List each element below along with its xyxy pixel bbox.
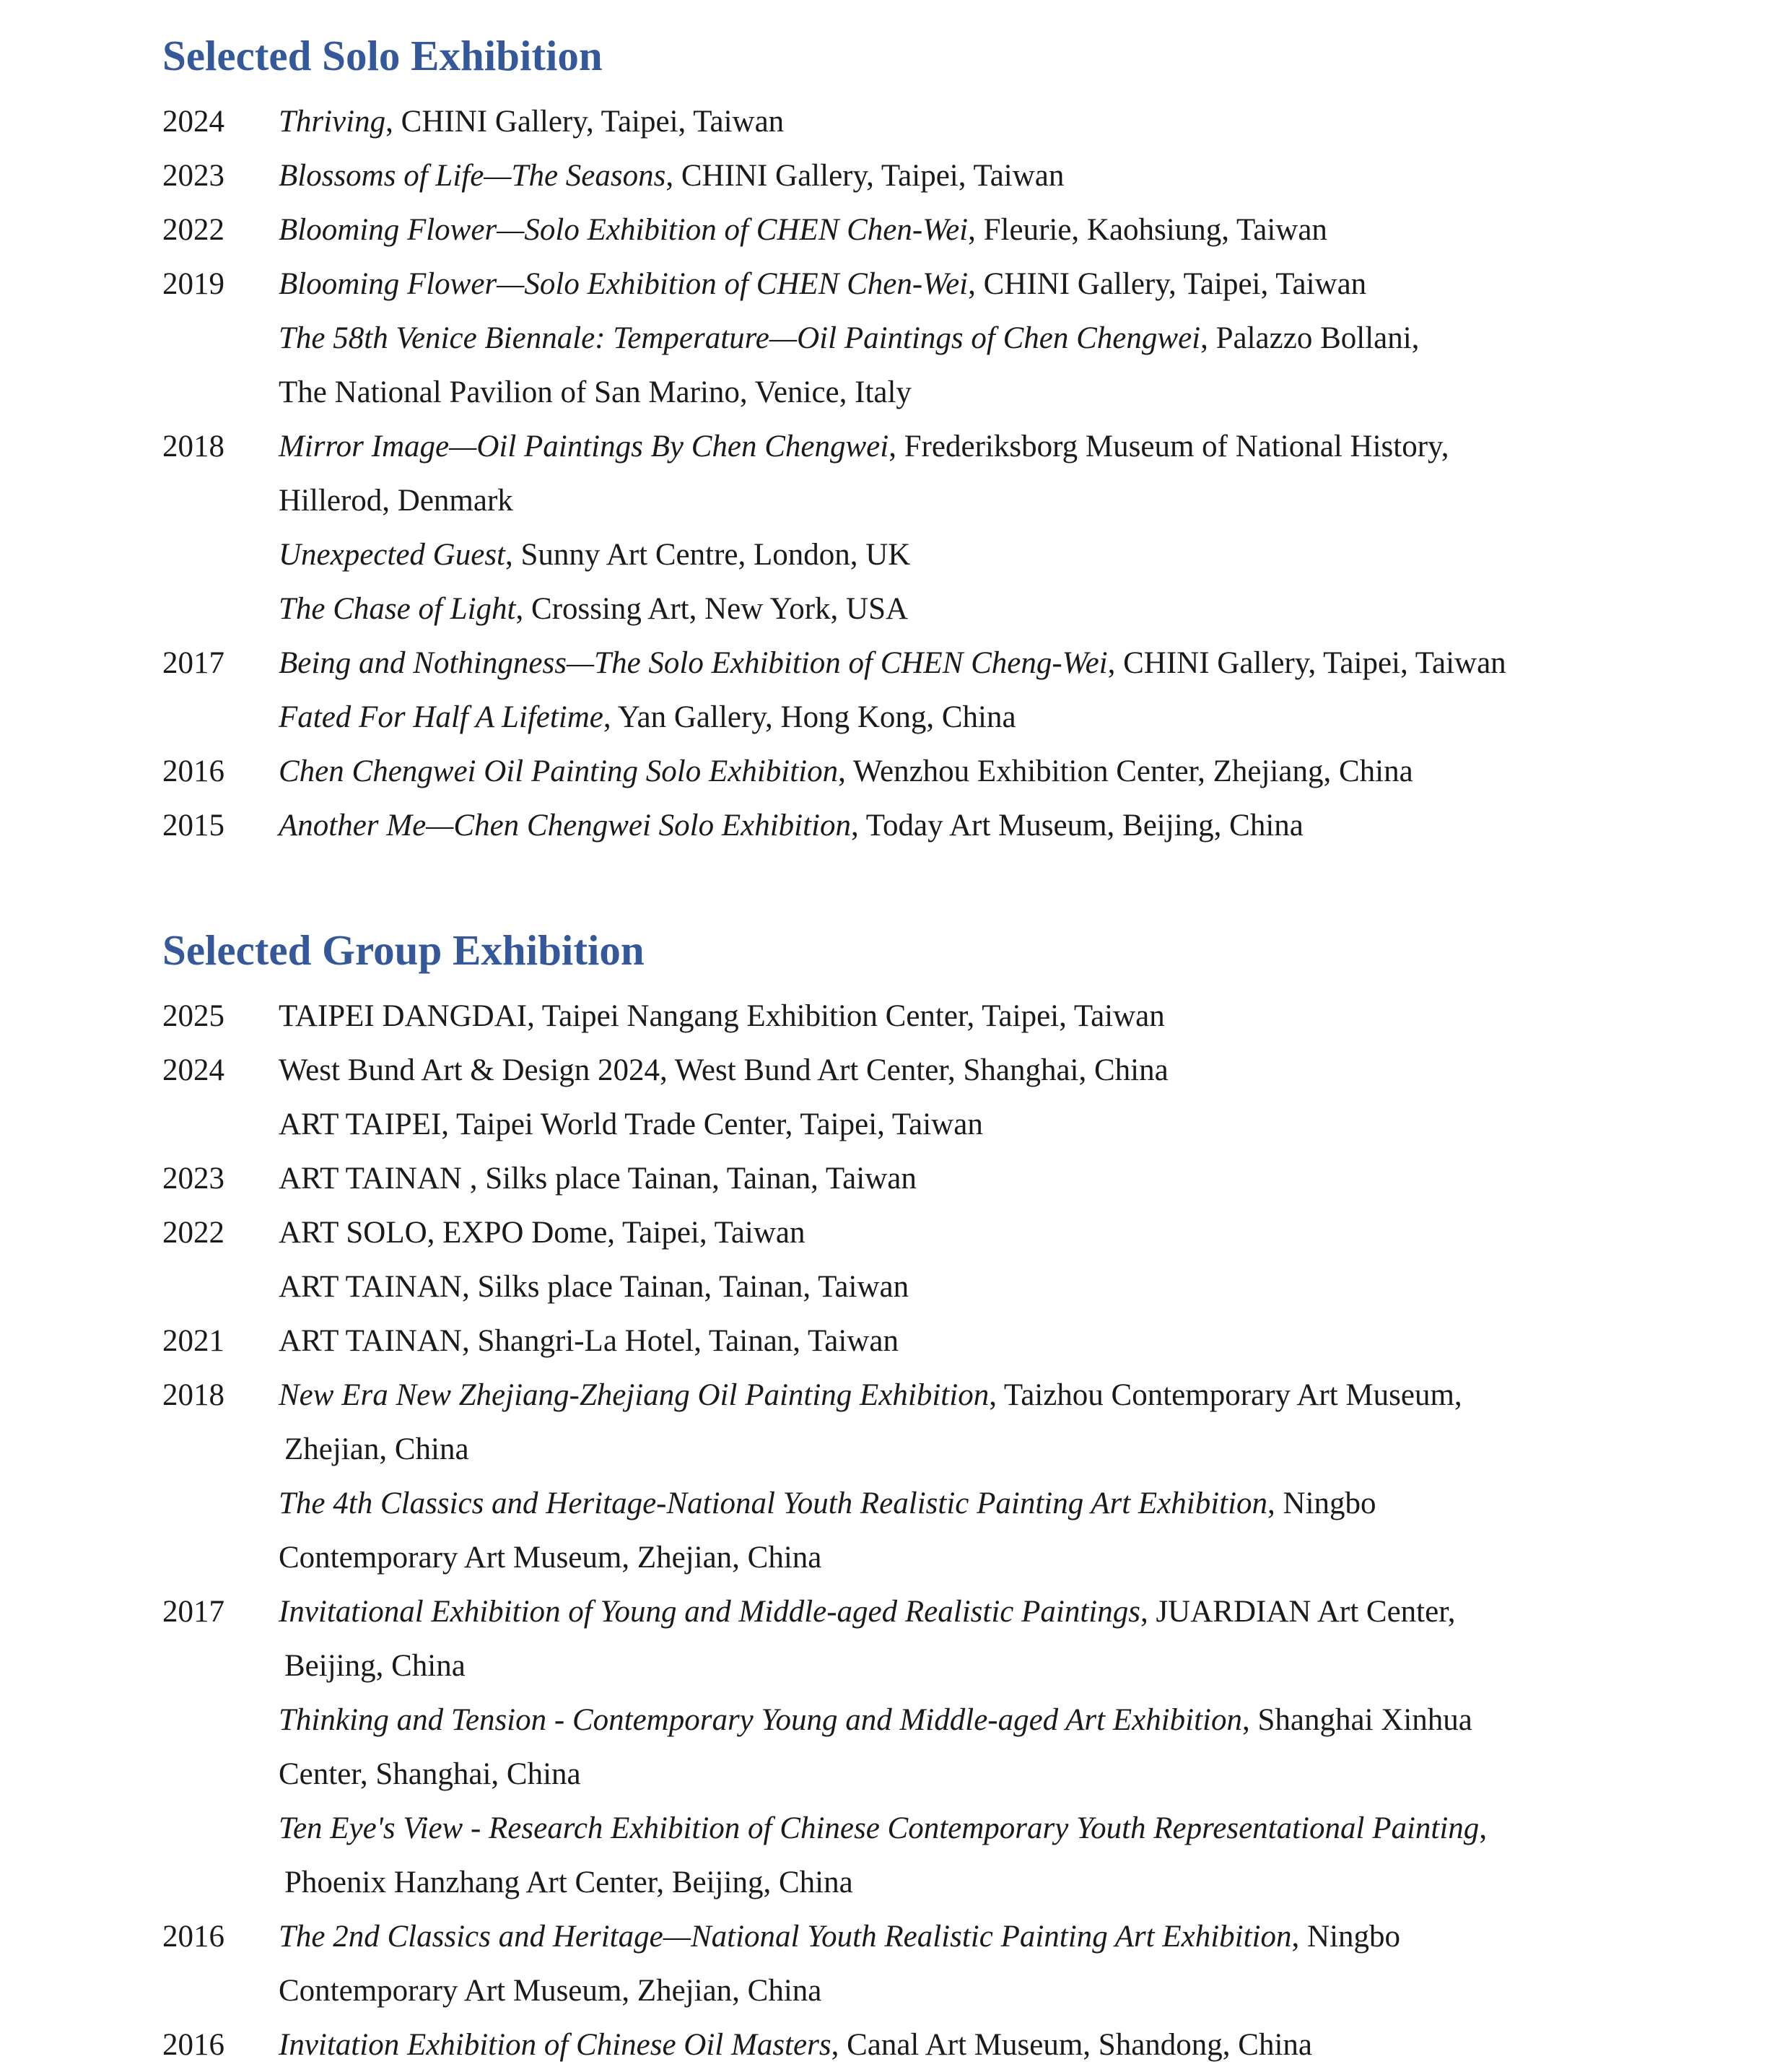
exhibition-venue: , CHINI Gallery, Taipei, Taiwan	[665, 159, 1065, 193]
exhibition-entry	[279, 1747, 581, 1801]
solo-exhibition-heading: Selected Solo Exhibition	[162, 32, 603, 79]
exhibition-entry	[284, 1639, 466, 1693]
exhibition-entry	[279, 419, 1449, 474]
exhibition-venue: , Palazzo Bollani,	[1200, 321, 1420, 355]
exhibition-venue: ART TAINAN , Silks place Tainan, Tainan, Taiwan	[279, 1162, 917, 1196]
exhibition-year: 2024	[162, 105, 224, 139]
exhibition-entry	[279, 744, 1413, 798]
exhibition-venue: , Fleurie, Kaohsiung, Taiwan	[968, 213, 1327, 247]
exhibition-venue: ART TAIPEI, Taipei World Trade Center, Taipei, Taiwan	[279, 1107, 983, 1141]
exhibition-venue: , CHINI Gallery, Taipei, Taiwan	[385, 105, 785, 139]
exhibition-venue: ART TAINAN, Shangri-La Hotel, Tainan, Taiwan	[279, 1324, 899, 1358]
exhibition-entry	[279, 1964, 821, 2018]
exhibition-title: Fated For Half A Lifetime	[279, 700, 603, 734]
exhibition-title: Invitational Exhibition of Young and Middle-aged Realistic Paintings	[279, 1595, 1140, 1629]
exhibition-venue: , CHINI Gallery, Taipei, Taiwan	[968, 267, 1367, 301]
exhibition-year: 2016	[162, 2028, 224, 2062]
exhibition-venue: , Taizhou Contemporary Art Museum,	[989, 1378, 1462, 1412]
exhibition-title: The 2nd Classics and Heritage—National Youth Realistic Painting Art Exhibition	[279, 1920, 1292, 1954]
exhibition-year: 2016	[162, 1920, 224, 1954]
exhibition-venue: West Bund Art & Design 2024, West Bund Art Center, Shanghai, China	[279, 1053, 1169, 1087]
exhibition-title: The 58th Venice Biennale: Temperature—Oil Paintings of Chen Chengwei	[279, 321, 1201, 355]
exhibition-venue: , Yan Gallery, Hong Kong, China	[603, 700, 1016, 734]
exhibition-title: Ten Eye's View - Research Exhibition of Chinese Contemporary Youth Representational Painting	[279, 1811, 1480, 1845]
exhibition-entry	[279, 582, 908, 636]
exhibition-year: 2023	[162, 159, 224, 193]
exhibition-title: Thinking and Tension - Contemporary Young and Middle-aged Art Exhibition	[279, 1703, 1242, 1737]
exhibition-title: Mirror Image—Oil Paintings By Chen Chengwei	[279, 430, 889, 463]
exhibition-entry	[279, 636, 1506, 690]
exhibition-entry	[284, 1422, 469, 1476]
exhibition-entry	[279, 1043, 1169, 1097]
exhibition-venue: Beijing, China	[284, 1649, 466, 1683]
exhibition-year: 2017	[162, 1595, 224, 1629]
exhibition-title: Blossoms of Life—The Seasons	[279, 159, 666, 193]
exhibition-venue: ,	[1479, 1811, 1488, 1845]
exhibition-venue: , Today Art Museum, Beijing, China	[851, 809, 1304, 843]
exhibition-entry	[279, 1910, 1400, 1964]
exhibition-venue: Contemporary Art Museum, Zhejian, China	[279, 1974, 822, 2008]
exhibition-entry	[279, 1585, 1456, 1639]
group-exhibition-heading: Selected Group Exhibition	[162, 926, 645, 974]
exhibition-entry	[279, 1368, 1462, 1422]
exhibition-venue: , Crossing Art, New York, USA	[515, 592, 909, 626]
exhibition-title: The 4th Classics and Heritage-National Youth Realistic Painting Art Exhibition	[279, 1486, 1268, 1520]
exhibition-entry	[279, 1476, 1376, 1531]
exhibition-venue: Hillerod, Denmark	[279, 484, 513, 518]
exhibition-entry	[279, 1206, 806, 1260]
exhibition-entry	[279, 2018, 1312, 2072]
exhibition-year: 2024	[162, 1053, 224, 1087]
exhibition-title: Chen Chengwei Oil Painting Solo Exhibition	[279, 754, 839, 788]
exhibition-venue: Zhejian, China	[284, 1432, 469, 1466]
exhibition-entry	[279, 1097, 983, 1152]
exhibition-entry	[279, 528, 910, 582]
exhibition-year: 2017	[162, 646, 224, 680]
exhibition-entry	[279, 1152, 917, 1206]
exhibition-title: New Era New Zhejiang-Zhejiang Oil Painting Exhibition	[279, 1378, 990, 1412]
exhibition-entry	[279, 690, 1016, 744]
exhibition-venue: , Canal Art Museum, Shandong, China	[831, 2028, 1313, 2062]
exhibition-venue: , Ningbo	[1291, 1920, 1401, 1954]
exhibition-year: 2019	[162, 267, 224, 301]
exhibition-venue: Phoenix Hanzhang Art Center, Beijing, China	[284, 1866, 853, 1899]
exhibition-venue: ART TAINAN, Silks place Tainan, Tainan, Taiwan	[279, 1270, 909, 1304]
exhibition-title: Blooming Flower—Solo Exhibition of CHEN Chen-Wei	[279, 213, 969, 247]
exhibition-entry	[279, 1531, 821, 1585]
exhibition-year: 2022	[162, 213, 224, 247]
exhibition-venue: Contemporary Art Museum, Zhejian, China	[279, 1541, 822, 1575]
exhibition-entry	[279, 989, 1165, 1043]
exhibition-venue: , Sunny Art Centre, London, UK	[505, 538, 911, 572]
exhibition-entry	[279, 798, 1304, 853]
exhibition-year: 2022	[162, 1216, 224, 1250]
exhibition-title: The Chase of Light	[279, 592, 516, 626]
exhibition-entry	[279, 365, 912, 419]
exhibition-entry	[279, 257, 1366, 311]
exhibition-title: Invitation Exhibition of Chinese Oil Masters	[279, 2028, 831, 2062]
exhibition-entry	[279, 149, 1064, 203]
exhibition-entry	[279, 1314, 899, 1368]
exhibition-year: 2016	[162, 754, 224, 788]
exhibition-year: 2015	[162, 809, 224, 843]
exhibition-year: 2025	[162, 999, 224, 1033]
exhibition-entry	[279, 474, 513, 528]
exhibition-entry	[279, 203, 1327, 257]
exhibition-venue: The National Pavilion of San Marino, Venice, Italy	[279, 375, 912, 409]
exhibition-venue: , JUARDIAN Art Center,	[1140, 1595, 1456, 1629]
exhibition-year: 2023	[162, 1162, 224, 1196]
exhibition-entry	[279, 1693, 1472, 1747]
exhibition-year: 2021	[162, 1324, 224, 1358]
exhibition-title: Unexpected Guest	[279, 538, 505, 572]
exhibition-entry	[279, 1801, 1487, 1855]
exhibition-entry	[279, 1260, 909, 1314]
exhibition-venue: , Ningbo	[1267, 1486, 1376, 1520]
exhibition-venue: , CHINI Gallery, Taipei, Taiwan	[1107, 646, 1506, 680]
exhibition-venue: Center, Shanghai, China	[279, 1757, 581, 1791]
exhibition-title: Blooming Flower—Solo Exhibition of CHEN Chen-Wei	[279, 267, 969, 301]
exhibition-venue: , Frederiksborg Museum of National History,	[889, 430, 1449, 463]
exhibition-venue: , Shanghai Xinhua	[1242, 1703, 1472, 1737]
exhibition-venue: TAIPEI DANGDAI, Taipei Nangang Exhibition Center, Taipei, Taiwan	[279, 999, 1165, 1033]
exhibition-title: Being and Nothingness—The Solo Exhibition of CHEN Cheng-Wei	[279, 646, 1108, 680]
exhibition-year: 2018	[162, 430, 224, 463]
exhibition-year: 2018	[162, 1378, 224, 1412]
exhibition-entry	[284, 1855, 853, 1910]
exhibition-venue: , Wenzhou Exhibition Center, Zhejiang, China	[838, 754, 1413, 788]
exhibition-entry	[279, 311, 1419, 365]
exhibition-title: Thriving	[279, 105, 386, 139]
exhibition-title: Another Me—Chen Chengwei Solo Exhibition	[279, 809, 852, 843]
exhibition-venue: ART SOLO, EXPO Dome, Taipei, Taiwan	[279, 1216, 806, 1250]
exhibition-entry	[279, 95, 784, 149]
